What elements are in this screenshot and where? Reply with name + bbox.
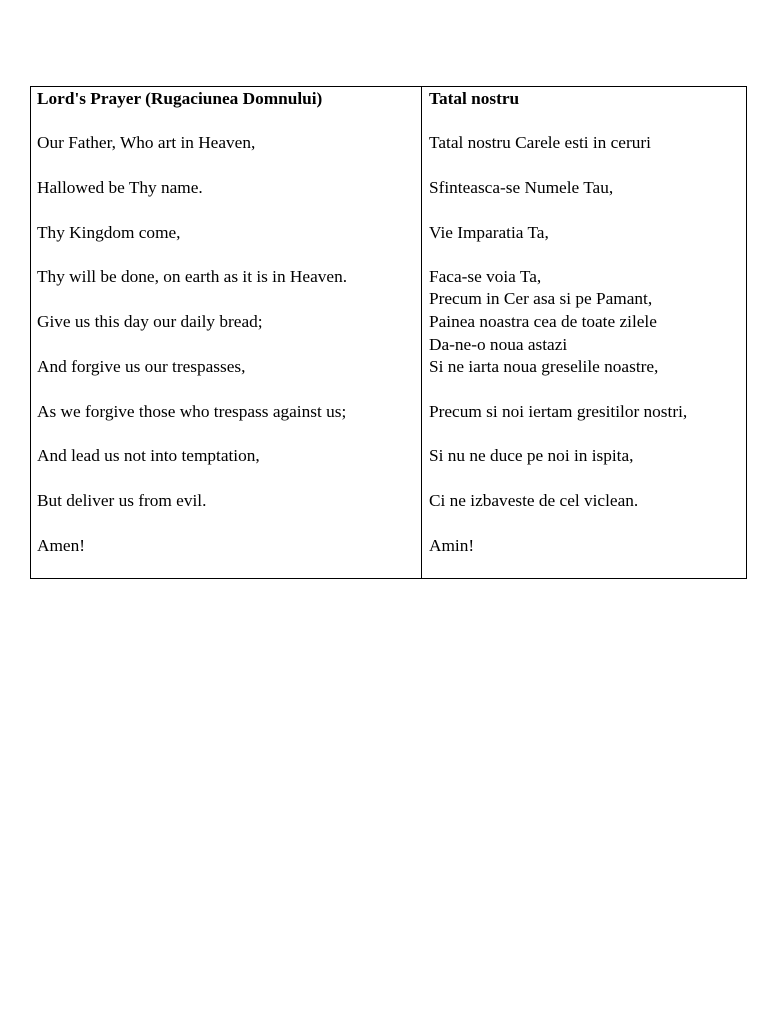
english-line: Hallowed be Thy name.: [37, 178, 203, 197]
romanian-heading: Tatal nostru: [429, 89, 520, 108]
romanian-column: [422, 87, 746, 578]
english-column: [31, 87, 422, 578]
english-line: Our Father, Who art in Heaven,: [37, 133, 256, 152]
romanian-line: Ci ne izbaveste de cel viclean.: [429, 491, 639, 510]
romanian-line: Tatal nostru Carele esti in ceruri: [429, 133, 651, 152]
romanian-line: Precum in Cer asa si pe Pamant,: [429, 289, 653, 308]
romanian-line: Faca-se voia Ta,: [429, 267, 542, 286]
english-line: Amen!: [37, 536, 85, 555]
romanian-line: Si ne iarta noua greselile noastre,: [429, 357, 659, 376]
english-line: And lead us not into temptation,: [37, 446, 260, 465]
romanian-line: Da-ne-o noua astazi: [429, 335, 568, 354]
english-line: Give us this day our daily bread;: [37, 312, 263, 331]
romanian-line: Sfinteasca-se Numele Tau,: [429, 178, 614, 197]
romanian-line: Vie Imparatia Ta,: [429, 223, 549, 242]
romanian-line: Painea noastra cea de toate zilele: [429, 312, 657, 331]
english-heading: Lord's Prayer (Rugaciunea Domnului): [37, 89, 323, 108]
romanian-line: Amin!: [429, 536, 475, 555]
romanian-line: Precum si noi iertam gresitilor nostri,: [429, 402, 688, 421]
prayer-table: [30, 86, 747, 579]
english-line: But deliver us from evil.: [37, 491, 207, 510]
english-line: As we forgive those who trespass against us;: [37, 402, 347, 421]
english-line: Thy Kingdom come,: [37, 223, 181, 242]
english-line: Thy will be done, on earth as it is in Heaven.: [37, 267, 348, 286]
romanian-line: Si nu ne duce pe noi in ispita,: [429, 446, 634, 465]
english-line: And forgive us our trespasses,: [37, 357, 246, 376]
